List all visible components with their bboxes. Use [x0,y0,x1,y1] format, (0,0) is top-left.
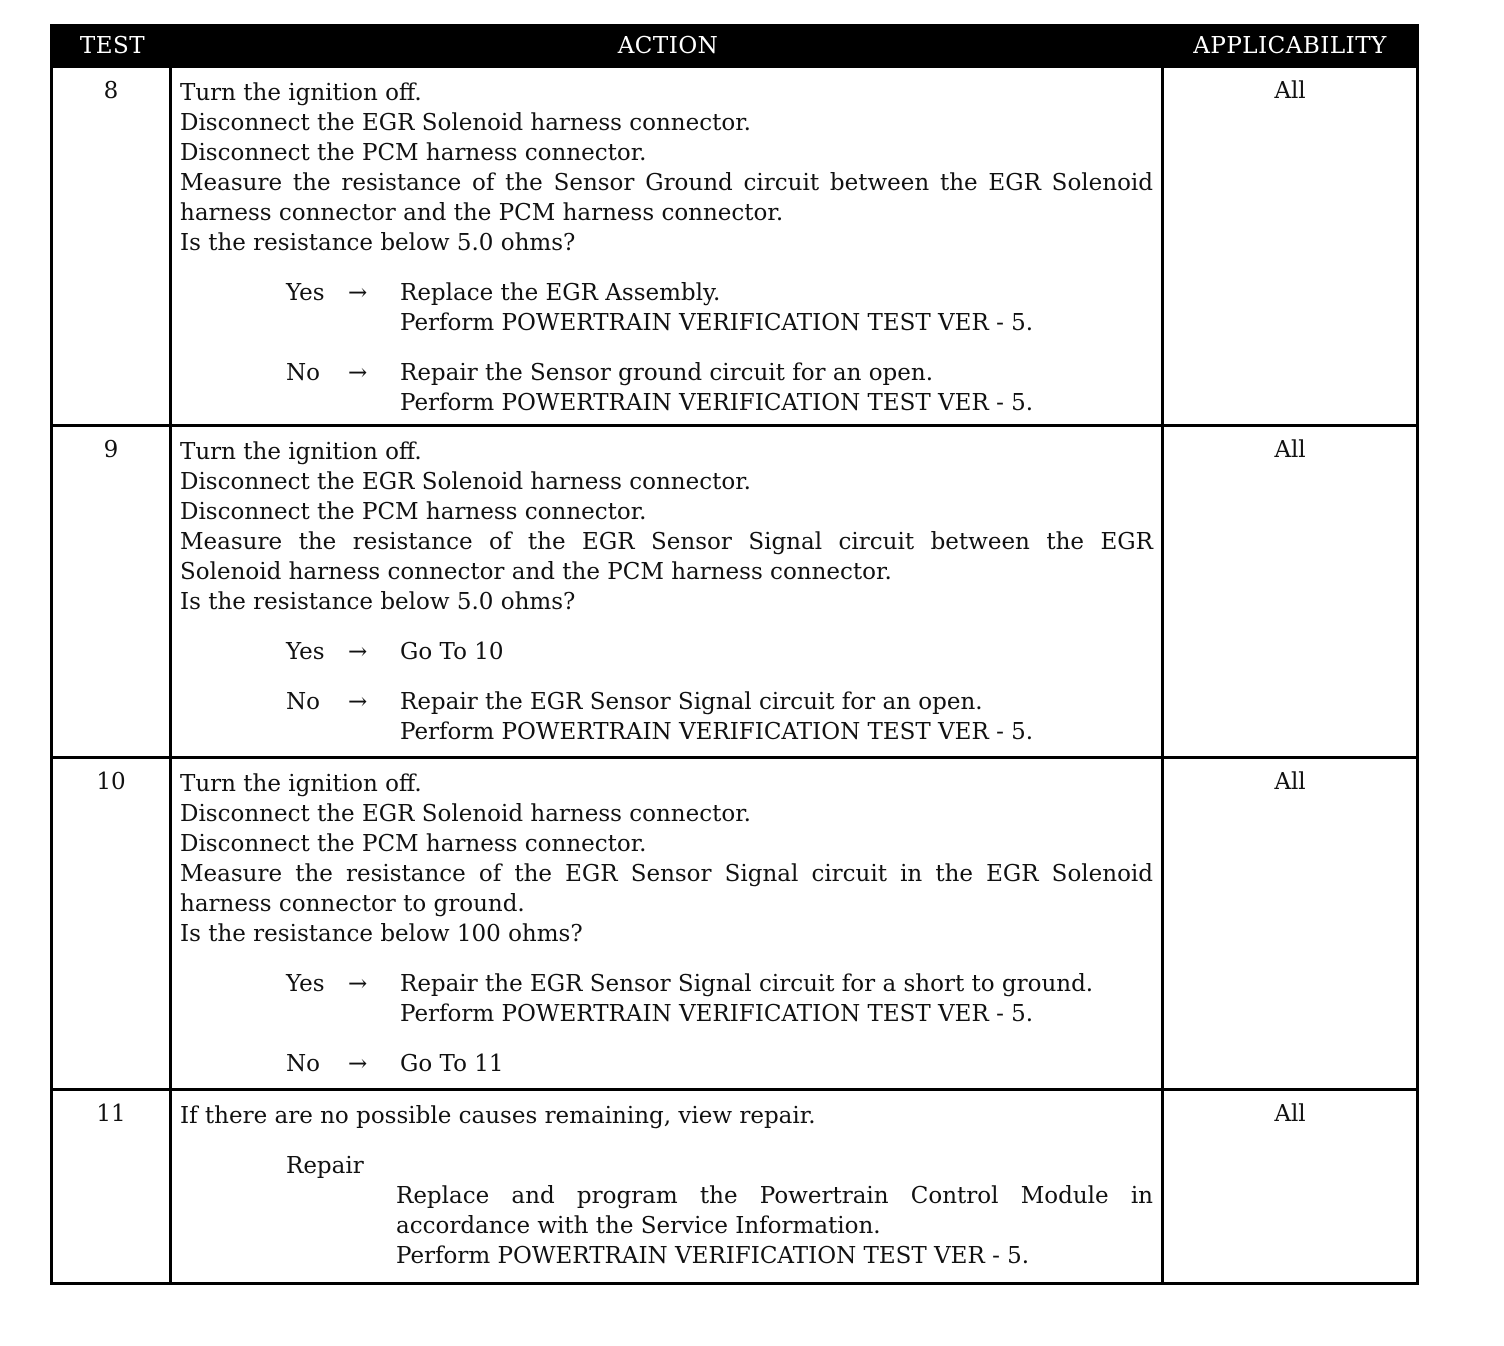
result-item [180,278,1153,338]
result-line: Perform POWERTRAIN VERIFICATION TEST VER - 5. [400,310,1034,336]
repair-label: Repair [286,1153,364,1179]
result-body [400,687,1153,747]
result-line: Replace the EGR Assembly. [400,280,721,306]
test-number: 9 [53,427,172,756]
result-label: Yes [286,280,325,306]
result-line: Go To 10 [400,639,504,665]
diagnostic-test-table [50,24,1419,1285]
applicability-value: All [1274,769,1306,795]
action-step: Disconnect the PCM harness connector. [180,499,647,525]
action-step: Turn the ignition off. [180,771,422,797]
table-row [53,424,1416,756]
action-step: Disconnect the EGR Solenoid harness connector. [180,469,751,495]
result-body [400,278,1153,338]
table-header [53,27,1416,65]
action-cell [172,759,1164,1088]
table-row [53,65,1416,424]
result-line: Repair the Sensor ground circuit for an open. [400,360,934,386]
result-body [400,969,1153,1029]
action-step: Is the resistance below 100 ohms? [180,921,583,947]
result-body [400,1049,1153,1079]
arrow-icon: → [348,971,368,997]
arrow-icon: → [348,689,368,715]
test-number: 11 [53,1091,172,1282]
repair-body [396,1181,1153,1271]
result-item [180,358,1153,418]
action-step: Turn the ignition off. [180,439,422,465]
result-body [400,637,1153,667]
result-label: No [286,689,320,715]
table-row [53,756,1416,1088]
result-list [180,278,1153,418]
result-list [180,637,1153,747]
action-step: Disconnect the EGR Solenoid harness connector. [180,110,751,136]
result-label: Yes [286,971,325,997]
result-label: No [286,360,320,386]
action-step: Disconnect the PCM harness connector. [180,831,647,857]
action-cell [172,427,1164,756]
arrow-icon: → [348,1051,368,1077]
action-cell [172,1091,1164,1282]
action-step: Disconnect the PCM harness connector. [180,140,647,166]
action-cell [172,68,1164,424]
result-label: Yes [286,639,325,665]
result-item [180,969,1153,1029]
result-label: No [286,1051,320,1077]
header-applicability: APPLICABILITY [1193,33,1387,59]
applicability-value: All [1274,1101,1306,1127]
repair-line: Replace and program the Powertrain Control Module in accordance with the Service Information. [396,1183,1153,1239]
action-step: Measure the resistance of the EGR Sensor Signal circuit between the EGR Solenoid harness connector and the PCM harness connector. [180,529,1153,585]
action-step: Is the resistance below 5.0 ohms? [180,589,576,615]
arrow-icon: → [348,639,368,665]
repair-line: Perform POWERTRAIN VERIFICATION TEST VER - 5. [396,1243,1030,1269]
action-step: Turn the ignition off. [180,80,422,106]
action-step: Is the resistance below 5.0 ohms? [180,230,576,256]
result-line: Repair the EGR Sensor Signal circuit for a short to ground. [400,971,1094,997]
result-line: Go To 11 [400,1051,504,1077]
table-row [53,1088,1416,1282]
result-item [180,637,1153,667]
result-line: Repair the EGR Sensor Signal circuit for an open. [400,689,983,715]
action-step: Measure the resistance of the Sensor Ground circuit between the EGR Solenoid harness connector and the PCM harness connector. [180,170,1153,226]
test-number: 10 [53,759,172,1088]
result-item [180,687,1153,747]
test-number: 8 [53,68,172,424]
result-list [180,969,1153,1079]
action-step: If there are no possible causes remaining, view repair. [180,1103,816,1129]
table-body [53,65,1416,1282]
applicability-value: All [1274,437,1306,463]
result-body [400,358,1153,418]
action-step: Disconnect the EGR Solenoid harness connector. [180,801,751,827]
arrow-icon: → [348,280,368,306]
result-line: Perform POWERTRAIN VERIFICATION TEST VER - 5. [400,390,1034,416]
arrow-icon: → [348,360,368,386]
result-line: Perform POWERTRAIN VERIFICATION TEST VER - 5. [400,719,1034,745]
applicability-value: All [1274,78,1306,104]
header-action: ACTION [617,33,719,59]
action-step: Measure the resistance of the EGR Sensor Signal circuit in the EGR Solenoid harness connector to ground. [180,861,1153,917]
header-test: TEST [79,33,146,59]
result-line: Perform POWERTRAIN VERIFICATION TEST VER - 5. [400,1001,1034,1027]
result-item [180,1049,1153,1079]
